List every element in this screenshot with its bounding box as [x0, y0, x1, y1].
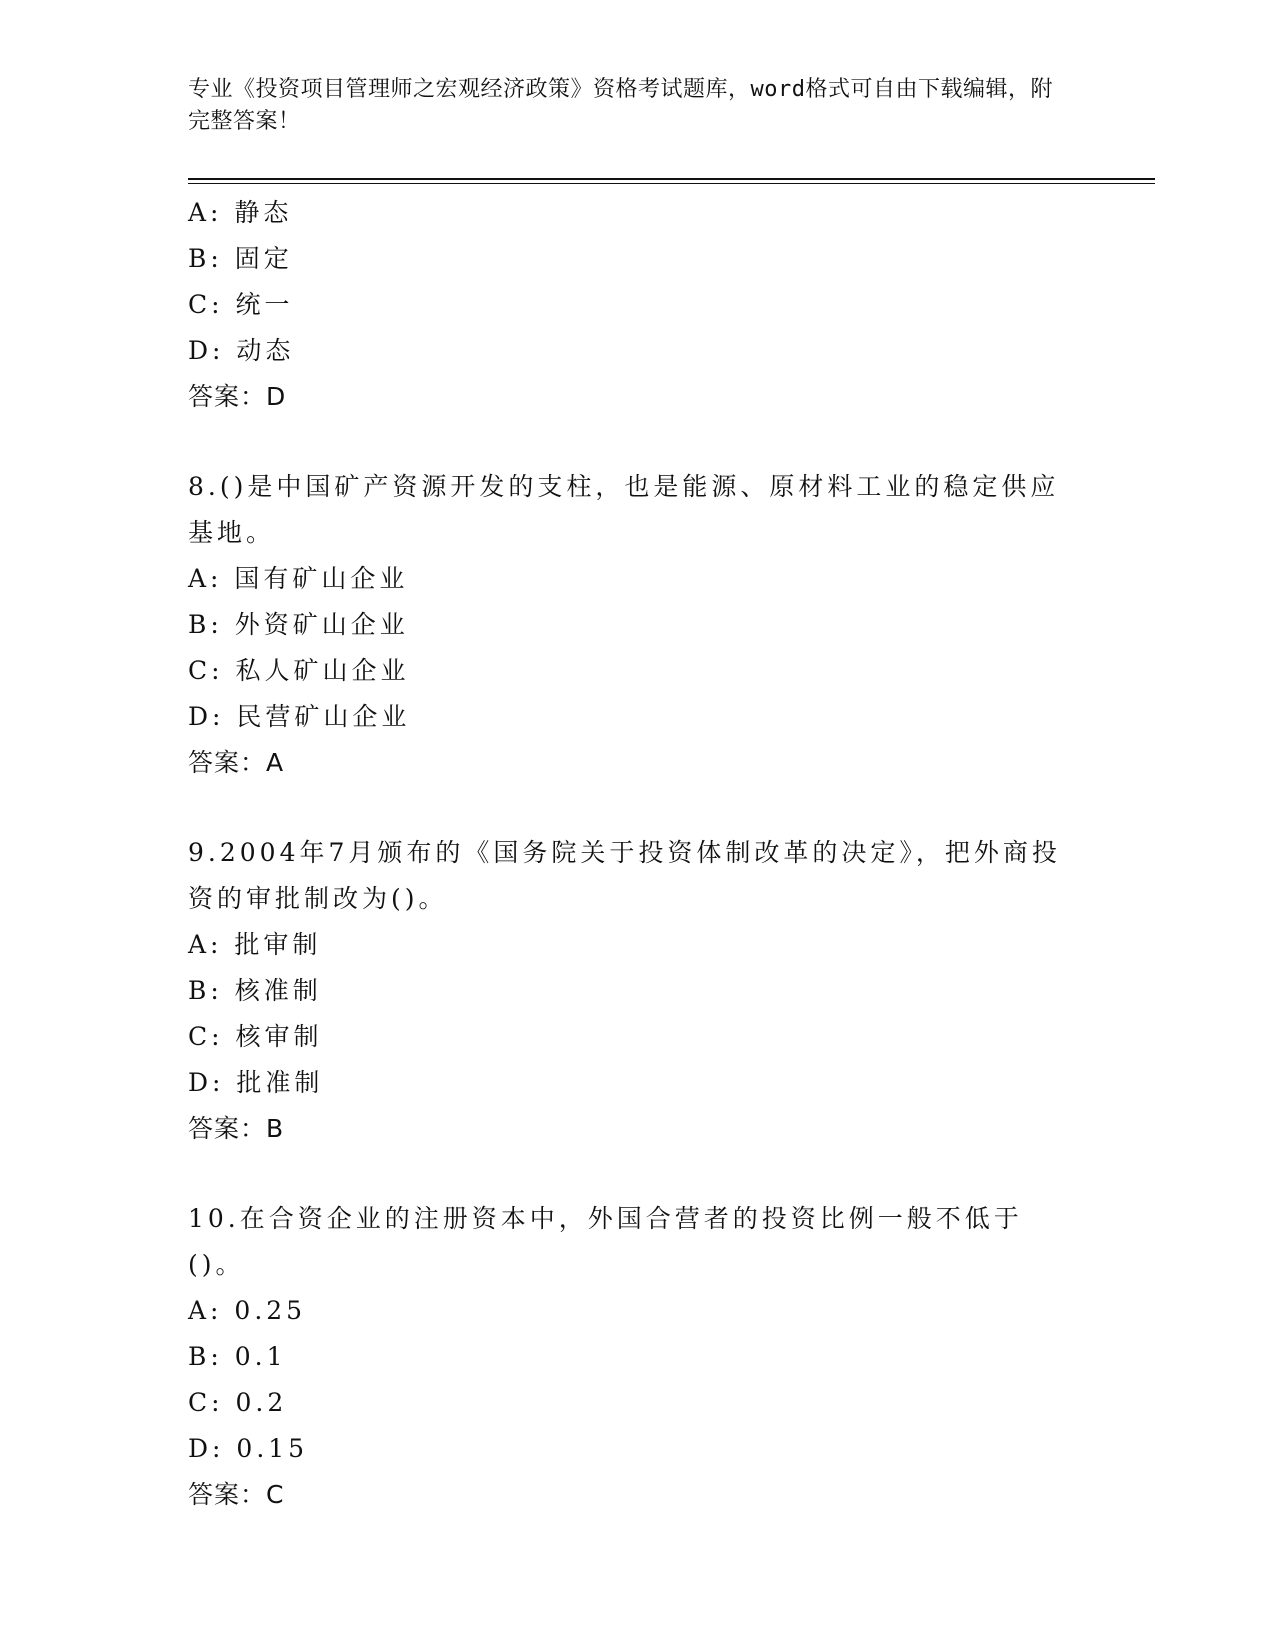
- option-d: D: 0.15: [188, 1434, 309, 1463]
- option-c: C: 0.2: [188, 1388, 288, 1417]
- question-9-block: [188, 830, 1088, 1152]
- option-c: C: 统一: [188, 290, 294, 319]
- prev-question-block: [188, 190, 1088, 420]
- option-b: B: 固定: [188, 244, 293, 273]
- option-b: B: 外资矿山企业: [188, 610, 409, 639]
- option-d: D: 动态: [188, 336, 295, 365]
- question-text-line: 8.()是中国矿产资源开发的支柱，也是能源、原材料工业的稳定供应: [188, 472, 1060, 501]
- option-c: C: 私人矿山企业: [188, 656, 410, 685]
- spacer: [188, 420, 1088, 464]
- answer-line: 答案：C: [188, 1480, 285, 1509]
- answer-line: 答案：D: [188, 382, 287, 411]
- answer-line: 答案：A: [188, 748, 285, 777]
- answer-line: 答案：B: [188, 1114, 285, 1143]
- option-a: A: 静态: [188, 198, 293, 227]
- question-8-block: [188, 464, 1088, 786]
- option-b: B: 核准制: [188, 976, 322, 1005]
- question-10-block: [188, 1196, 1088, 1518]
- option-b: B: 0.1: [188, 1342, 287, 1371]
- header-rule-thick: [188, 178, 1155, 180]
- option-a: A: 0.25: [188, 1296, 307, 1325]
- document-header: 专业《投资项目管理师之宏观经济政策》资格考试题库，word格式可自由下载编辑，附完整答案！: [188, 77, 1053, 134]
- question-list: [188, 190, 1088, 1518]
- question-text-line: 9.2004年7月颁布的《国务院关于投资体制改革的决定》，把外商投: [188, 838, 1061, 867]
- header-rule-thin: [188, 183, 1155, 184]
- option-a: A: 批审制: [188, 930, 322, 959]
- question-text-line: 资的审批制改为()。: [188, 884, 448, 913]
- option-d: D: 批准制: [188, 1068, 324, 1097]
- option-a: A: 国有矿山企业: [188, 564, 409, 593]
- option-c: C: 核审制: [188, 1022, 323, 1051]
- question-text-line: 10.在合资企业的注册资本中，外国合营者的投资比例一般不低于()。: [188, 1204, 1023, 1279]
- spacer: [188, 786, 1088, 830]
- spacer: [188, 1152, 1088, 1196]
- question-text-line: 基地。: [188, 518, 276, 547]
- option-d: D: 民营矿山企业: [188, 702, 411, 731]
